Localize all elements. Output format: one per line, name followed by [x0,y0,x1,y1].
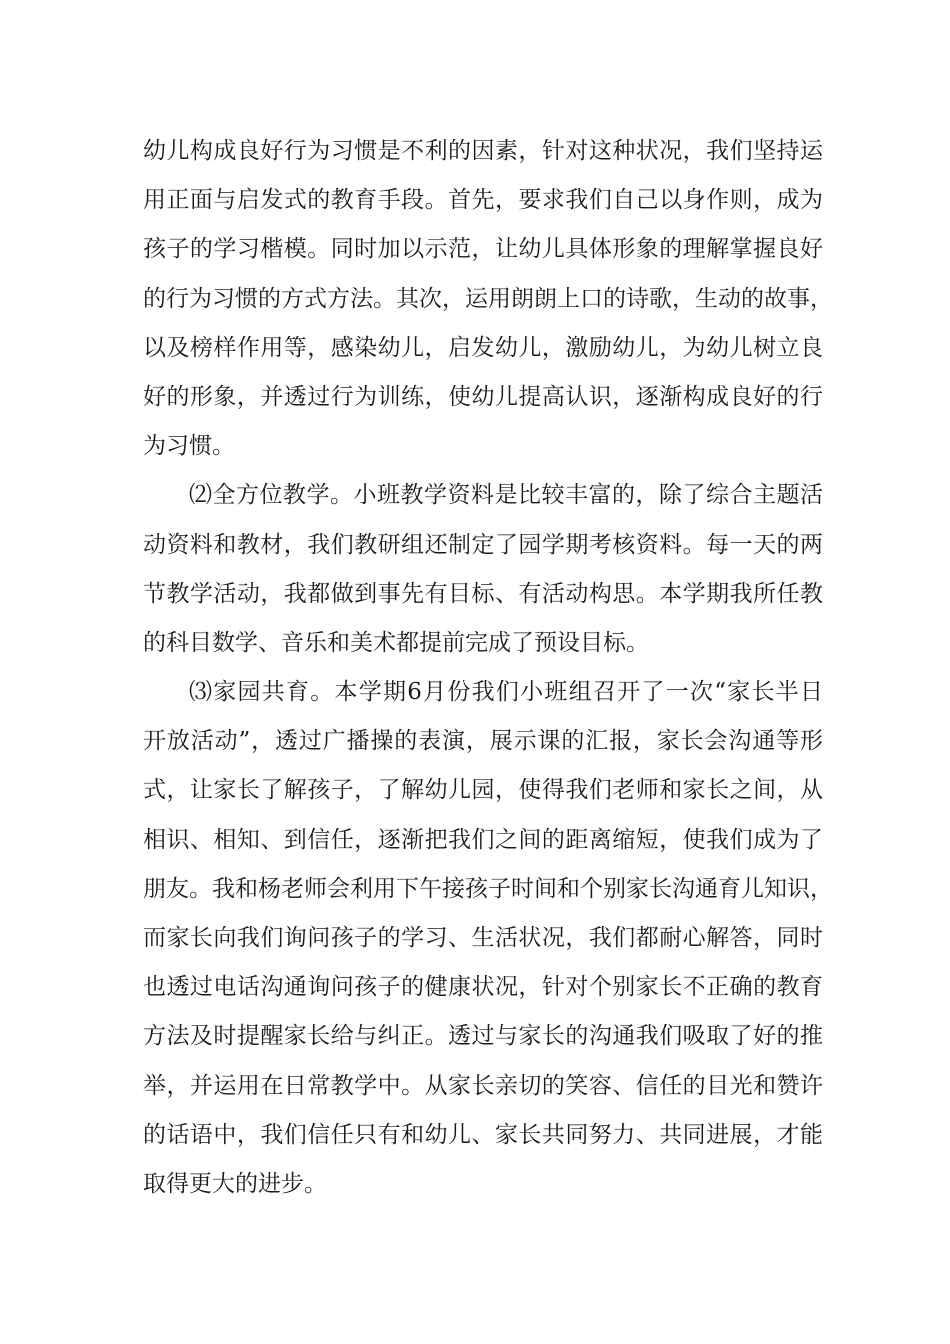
text-line: 朋友。我和杨老师会利用下午接孩子时间和个别家长沟通育儿知识， [143,875,833,902]
text-line: 取得更大的进步。 [143,1170,327,1197]
text-line: 的话语中，我们信任只有和幼儿、家长共同努力、共同进展，才能 [143,1121,823,1148]
text-line: 式，让家长了解孩子，了解幼儿园，使得我们老师和家长之间，从 [143,777,823,804]
text-line: 的行为习惯的方式方法。其次，运用朗朗上口的诗歌，生动的故事， [143,285,833,312]
paragraph-1 [143,127,833,471]
text-line: 用正面与启发式的教育手段。首先，要求我们自己以身作则，成为 [143,187,823,214]
text-line: 节教学活动，我都做到事先有目标、有活动构思。本学期我所任教 [143,580,823,607]
text-line: 为习惯。 [143,433,235,460]
text-line: 以及榜样作用等，感染幼儿，启发幼儿，激励幼儿，为幼儿树立良 [143,334,823,361]
text-line: 幼儿构成良好行为习惯是不利的因素，针对这种状况，我们坚持运 [143,138,823,164]
text-line: 也透过电话沟通询问孩子的健康状况，针对个别家长不正确的教育 [143,974,823,1001]
text-line: 动资料和教材，我们教研组还制定了园学期考核资料。每一天的两 [143,531,823,558]
paragraph-2 [143,471,823,668]
text-line: 孩子的学习楷模。同时加以示范，让幼儿具体形象的理解掌握良好 [143,236,823,263]
text-line: ⑶家园共育。本学期6月份我们小班组召开了一次“家长半日 [189,679,823,706]
text-line: 举，并运用在日常教学中。从家长亲切的笑容、信任的目光和赞许 [143,1072,823,1099]
text-line: 开放活动”，透过广播操的表演，展示课的汇报，家长会沟通等形 [143,728,823,755]
text-line: 的科目数学、音乐和美术都提前完成了预设目标。 [143,629,649,656]
text-line: 好的形象，并透过行为训练，使幼儿提高认识，逐渐构成良好的行 [143,383,823,410]
text-line: 而家长向我们询问孩子的学习、生活状况，我们都耐心解答，同时 [143,925,823,951]
text-line: ⑵全方位教学。小班教学资料是比较丰富的，除了综合主题活 [189,482,823,509]
text-line: 方法及时提醒家长给与纠正。透过与家长的沟通我们吸取了好的推 [143,1023,823,1050]
paragraph-3 [143,668,833,1209]
text-line: 相识、相知、到信任，逐渐把我们之间的距离缩短，使我们成为了 [143,826,823,853]
document-body [143,127,833,1209]
